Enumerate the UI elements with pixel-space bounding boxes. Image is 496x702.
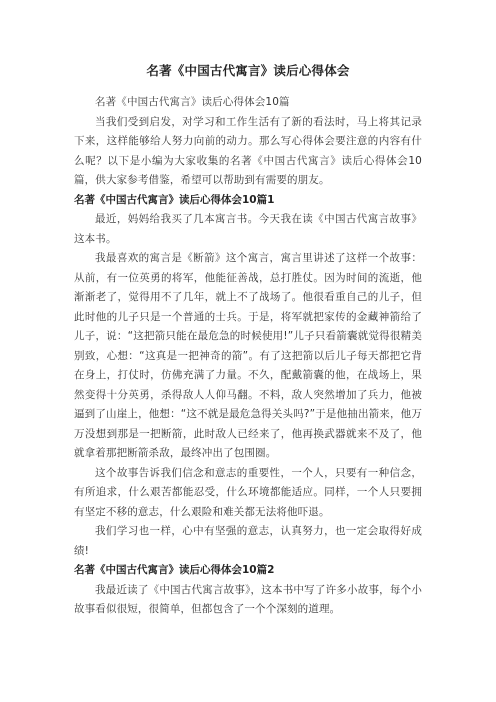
paragraph-subtitle: 名著《中国古代寓言》读后心得体会10篇 [95, 96, 290, 108]
paragraph-intro: 当我们受到启发，对学习和工作生活有了新的看法时，马上将其记录下来，这样能够给人努力向前的动力。那么写心得体会要注意的内容有什么呢？以下是小编为大家收集的名著《中国古代寓言》读后心得体会10篇，供大家参考借鉴，希望可以帮助到有需要的朋友。 [74, 115, 422, 186]
document-title: 名著《中国古代寓言》读后心得体会 [146, 63, 350, 78]
document-page [74, 62, 422, 620]
paragraph-1-2: 我最喜欢的寓言是《断箭》这个寓言，寓言里讲述了这样一个故事：从前，有一位英勇的将军，他能征善战，总打胜仗。因为时间的流逝，他渐渐老了，觉得用不了几年，就上不了战场了。他很看重自己的儿子，但此时他的儿子只是一个普通的士兵。于是，将军就把家传的金藏神箭给了儿子，说：“这把箭只能在最危急的时候使用!”儿子只看箭囊就觉得很精美别致，心想：“这真是一把神奇的箭”。有了这把箭以后儿子每天都把它背在身上，打仗时，仿佛充满了力量。不久，配戴箭囊的他，在战场上，果然变得十分英勇，杀得敌人人仰马翻。不料，敌人突然增加了兵力，他被逼到了山崖上，他想：“这不就是最危急得关头吗?”于是他抽出箭来，他万万没想到那是一把断箭，此时敌人已经来了，他再换武器就来不及了，他就拿着那把断箭杀敌，最终冲出了包围圈。 [74, 252, 422, 459]
paragraph-1-3: 这个故事告诉我们信念和意志的重要性，一个人，只要有一种信念，有所追求，什么艰苦都能忍受，什么环境都能适应。同样，一个人只要拥有坚定不移的意志，什么艰险和难关都无法将他吓退。 [74, 466, 422, 518]
paragraph-1-4: 我们学习也一样，心中有坚强的意志，认真努力，也一定会取得好成绩! [74, 525, 422, 557]
paragraph-2-1: 我最近读了《中国古代寓言故事》，这本书中写了许多小故事，每个小故事看似很短，很简单，但都包含了一个个深刻的道理。 [74, 583, 422, 615]
paragraph-1-1: 最近，妈妈给我买了几本寓言书。今天我在读《中国古代寓言故事》这本书。 [74, 213, 422, 245]
section-heading-2: 名著《中国古代寓言》读后心得体会10篇2 [74, 564, 275, 576]
section-heading-1: 名著《中国古代寓言》读后心得体会10篇1 [74, 193, 275, 206]
